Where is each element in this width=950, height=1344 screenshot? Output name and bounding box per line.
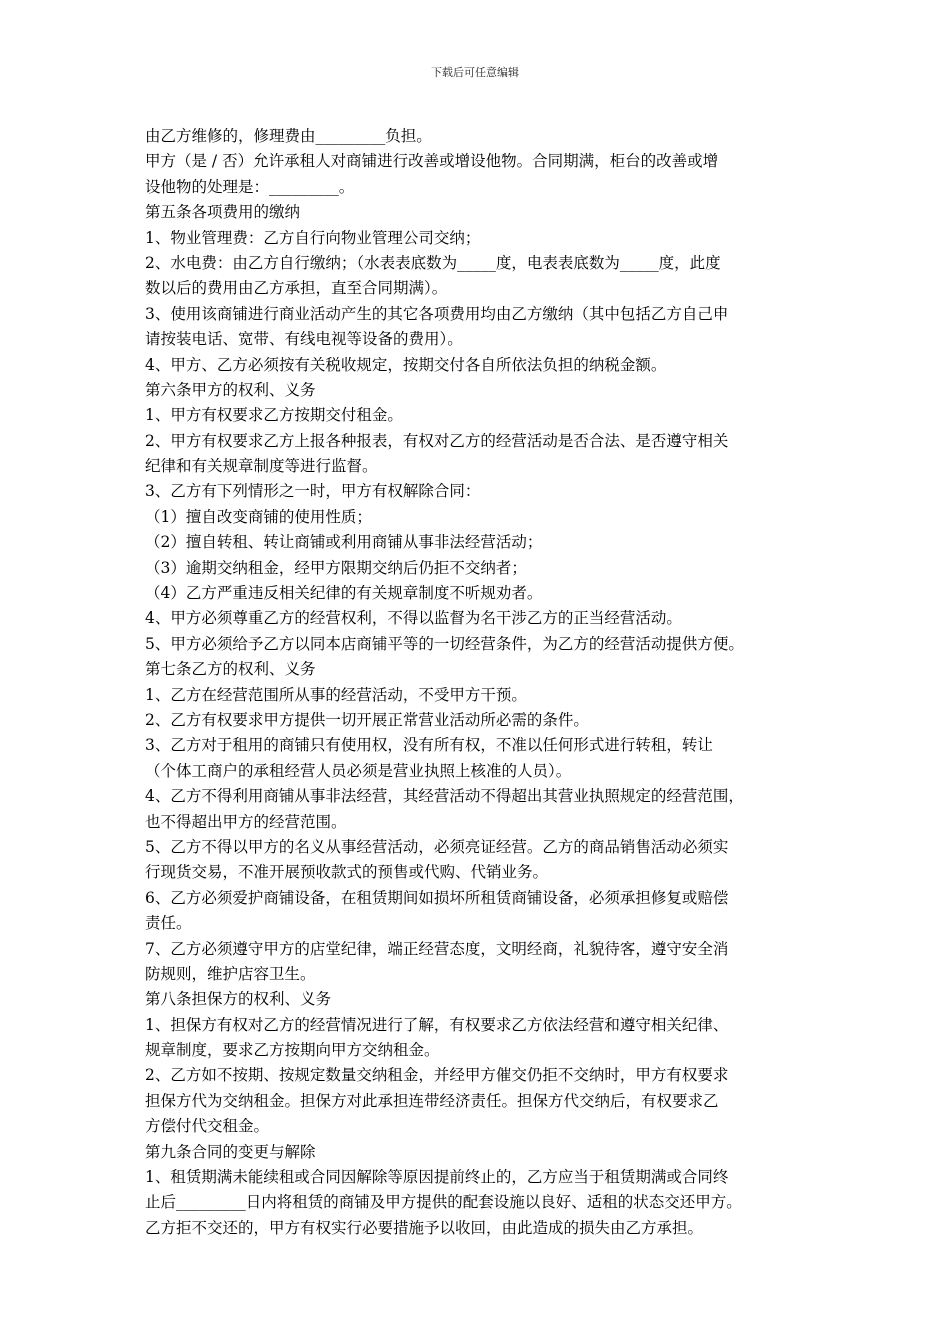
- text-line: 设他物的处理是：_________。: [145, 177, 355, 196]
- text-line: 由乙方维修的，修理费由_________负担。: [145, 127, 432, 145]
- text-line: 乙方拒不交还的，甲方有权实行必要措施予以收回，由此造成的损失由乙方承担。: [145, 1218, 704, 1237]
- text-line: 1、乙方在经营范围所从事的经营活动，不受甲方干预。: [145, 685, 527, 704]
- text-line: 2、水电费：由乙方自行缴纳；（水表表底数为_____度，电表表底数为_____度，此度: [145, 253, 721, 272]
- text-line: 4、甲方必须尊重乙方的经营权利，不得以监督为名干涉乙方的正当经营活动。: [145, 609, 682, 628]
- text-line: 5、甲方必须给予乙方以同本店商铺平等的一切经营条件，为乙方的经营活动提供方便。: [145, 634, 744, 653]
- text-line: 1、甲方有权要求乙方按期交付租金。: [145, 406, 403, 425]
- text-line: 2、乙方如不按期、按规定数量交纳租金，并经甲方催交仍拒不交纳时，甲方有权要求: [145, 1066, 729, 1085]
- section-heading: 第六条甲方的权利、义务: [145, 380, 316, 399]
- text-line: 1、物业管理费：乙方自行向物业管理公司交纳；: [145, 228, 481, 247]
- section-heading: 第九条合同的变更与解除: [145, 1142, 316, 1161]
- text-line: 3、乙方对于租用的商铺只有使用权，没有所有权，不准以任何形式进行转租，转让: [145, 736, 713, 755]
- text-line: 1、担保方有权对乙方的经营情况进行了解，有权要求乙方依法经营和遵守相关纪律、: [145, 1015, 729, 1034]
- text-line: 3、使用该商铺进行商业活动产生的其它各项费用均由乙方缴纳（其中包括乙方自己申: [145, 304, 729, 323]
- text-line: （1）擅自改变商铺的使用性质；: [145, 507, 372, 526]
- text-line: 防规则，维护店容卫生。: [145, 964, 316, 983]
- text-line: 请按装电话、宽带、有线电视等设备的费用）。: [145, 330, 463, 349]
- text-line: 担保方代为交纳租金。担保方对此承担连带经济责任。担保方代交纳后，有权要求乙: [145, 1091, 719, 1110]
- text-line: 1、租赁期满未能续租或合同因解除等原因提前终止的，乙方应当于租赁期满或合同终: [145, 1168, 729, 1187]
- text-line: 规章制度，要求乙方按期向甲方交纳租金。: [145, 1041, 440, 1060]
- text-line: 4、甲方、乙方必须按有关税收规定，按期交付各自所依法负担的纳税金额。: [145, 355, 667, 374]
- text-line: 也不得超出甲方的经营范围。: [145, 812, 347, 831]
- text-line: 6、乙方必须爱护商铺设备，在租赁期间如损坏所租赁商铺设备，必须承担修复或赔偿: [145, 888, 729, 907]
- text-line: （个体工商户的承租经营人员必须是营业执照上核准的人员）。: [145, 761, 572, 780]
- page-header: 下载后可任意编辑: [431, 66, 519, 79]
- text-line: （3）逾期交纳租金，经甲方限期交纳后仍拒不交纳者；: [145, 558, 527, 577]
- text-line: （2）擅自转租、转让商铺或利用商铺从事非法经营活动；: [145, 533, 543, 552]
- text-line: 3、乙方有下列情形之一时，甲方有权解除合同：: [145, 482, 481, 501]
- text-line: 2、乙方有权要求甲方提供一切开展正常营业活动所必需的条件。: [145, 710, 589, 729]
- text-line: 甲方（是 / 否）允许承租人对商铺进行改善或增设他物。合同期满，柜台的改善或增: [145, 152, 719, 171]
- text-line: 方偿付代交租金。: [145, 1117, 270, 1136]
- document-body: [145, 124, 820, 1241]
- text-line: 7、乙方必须遵守甲方的店堂纪律，端正经营态度，文明经商，礼貌待客，遵守安全消: [145, 939, 729, 958]
- text-line: 责任。: [145, 914, 192, 933]
- text-line: 行现货交易，不准开展预收款式的预售或代购、代销业务。: [145, 863, 549, 882]
- text-line: 数以后的费用由乙方承担，直至合同期满）。: [145, 279, 448, 298]
- text-line: （4）乙方严重违反相关纪律的有关规章制度不听规劝者。: [145, 584, 543, 603]
- text-line: 4、乙方不得利用商铺从事非法经营，其经营活动不得超出其营业执照规定的经营范围，: [145, 787, 744, 806]
- text-line: 止后_________日内将租赁的商铺及甲方提供的配套设施以良好、适租的状态交还甲方。: [145, 1193, 742, 1212]
- text-line: 5、乙方不得以甲方的名义从事经营活动，必须亮证经营。乙方的商品销售活动必须实: [145, 837, 729, 856]
- section-heading: 第七条乙方的权利、义务: [145, 660, 316, 679]
- text-line: 2、甲方有权要求乙方上报各种报表，有权对乙方的经营活动是否合法、是否遵守相关: [145, 431, 729, 450]
- section-heading: 第五条各项费用的缴纳: [145, 203, 301, 222]
- text-line: 纪律和有关规章制度等进行监督。: [145, 457, 378, 476]
- section-heading: 第八条担保方的权利、义务: [145, 990, 332, 1009]
